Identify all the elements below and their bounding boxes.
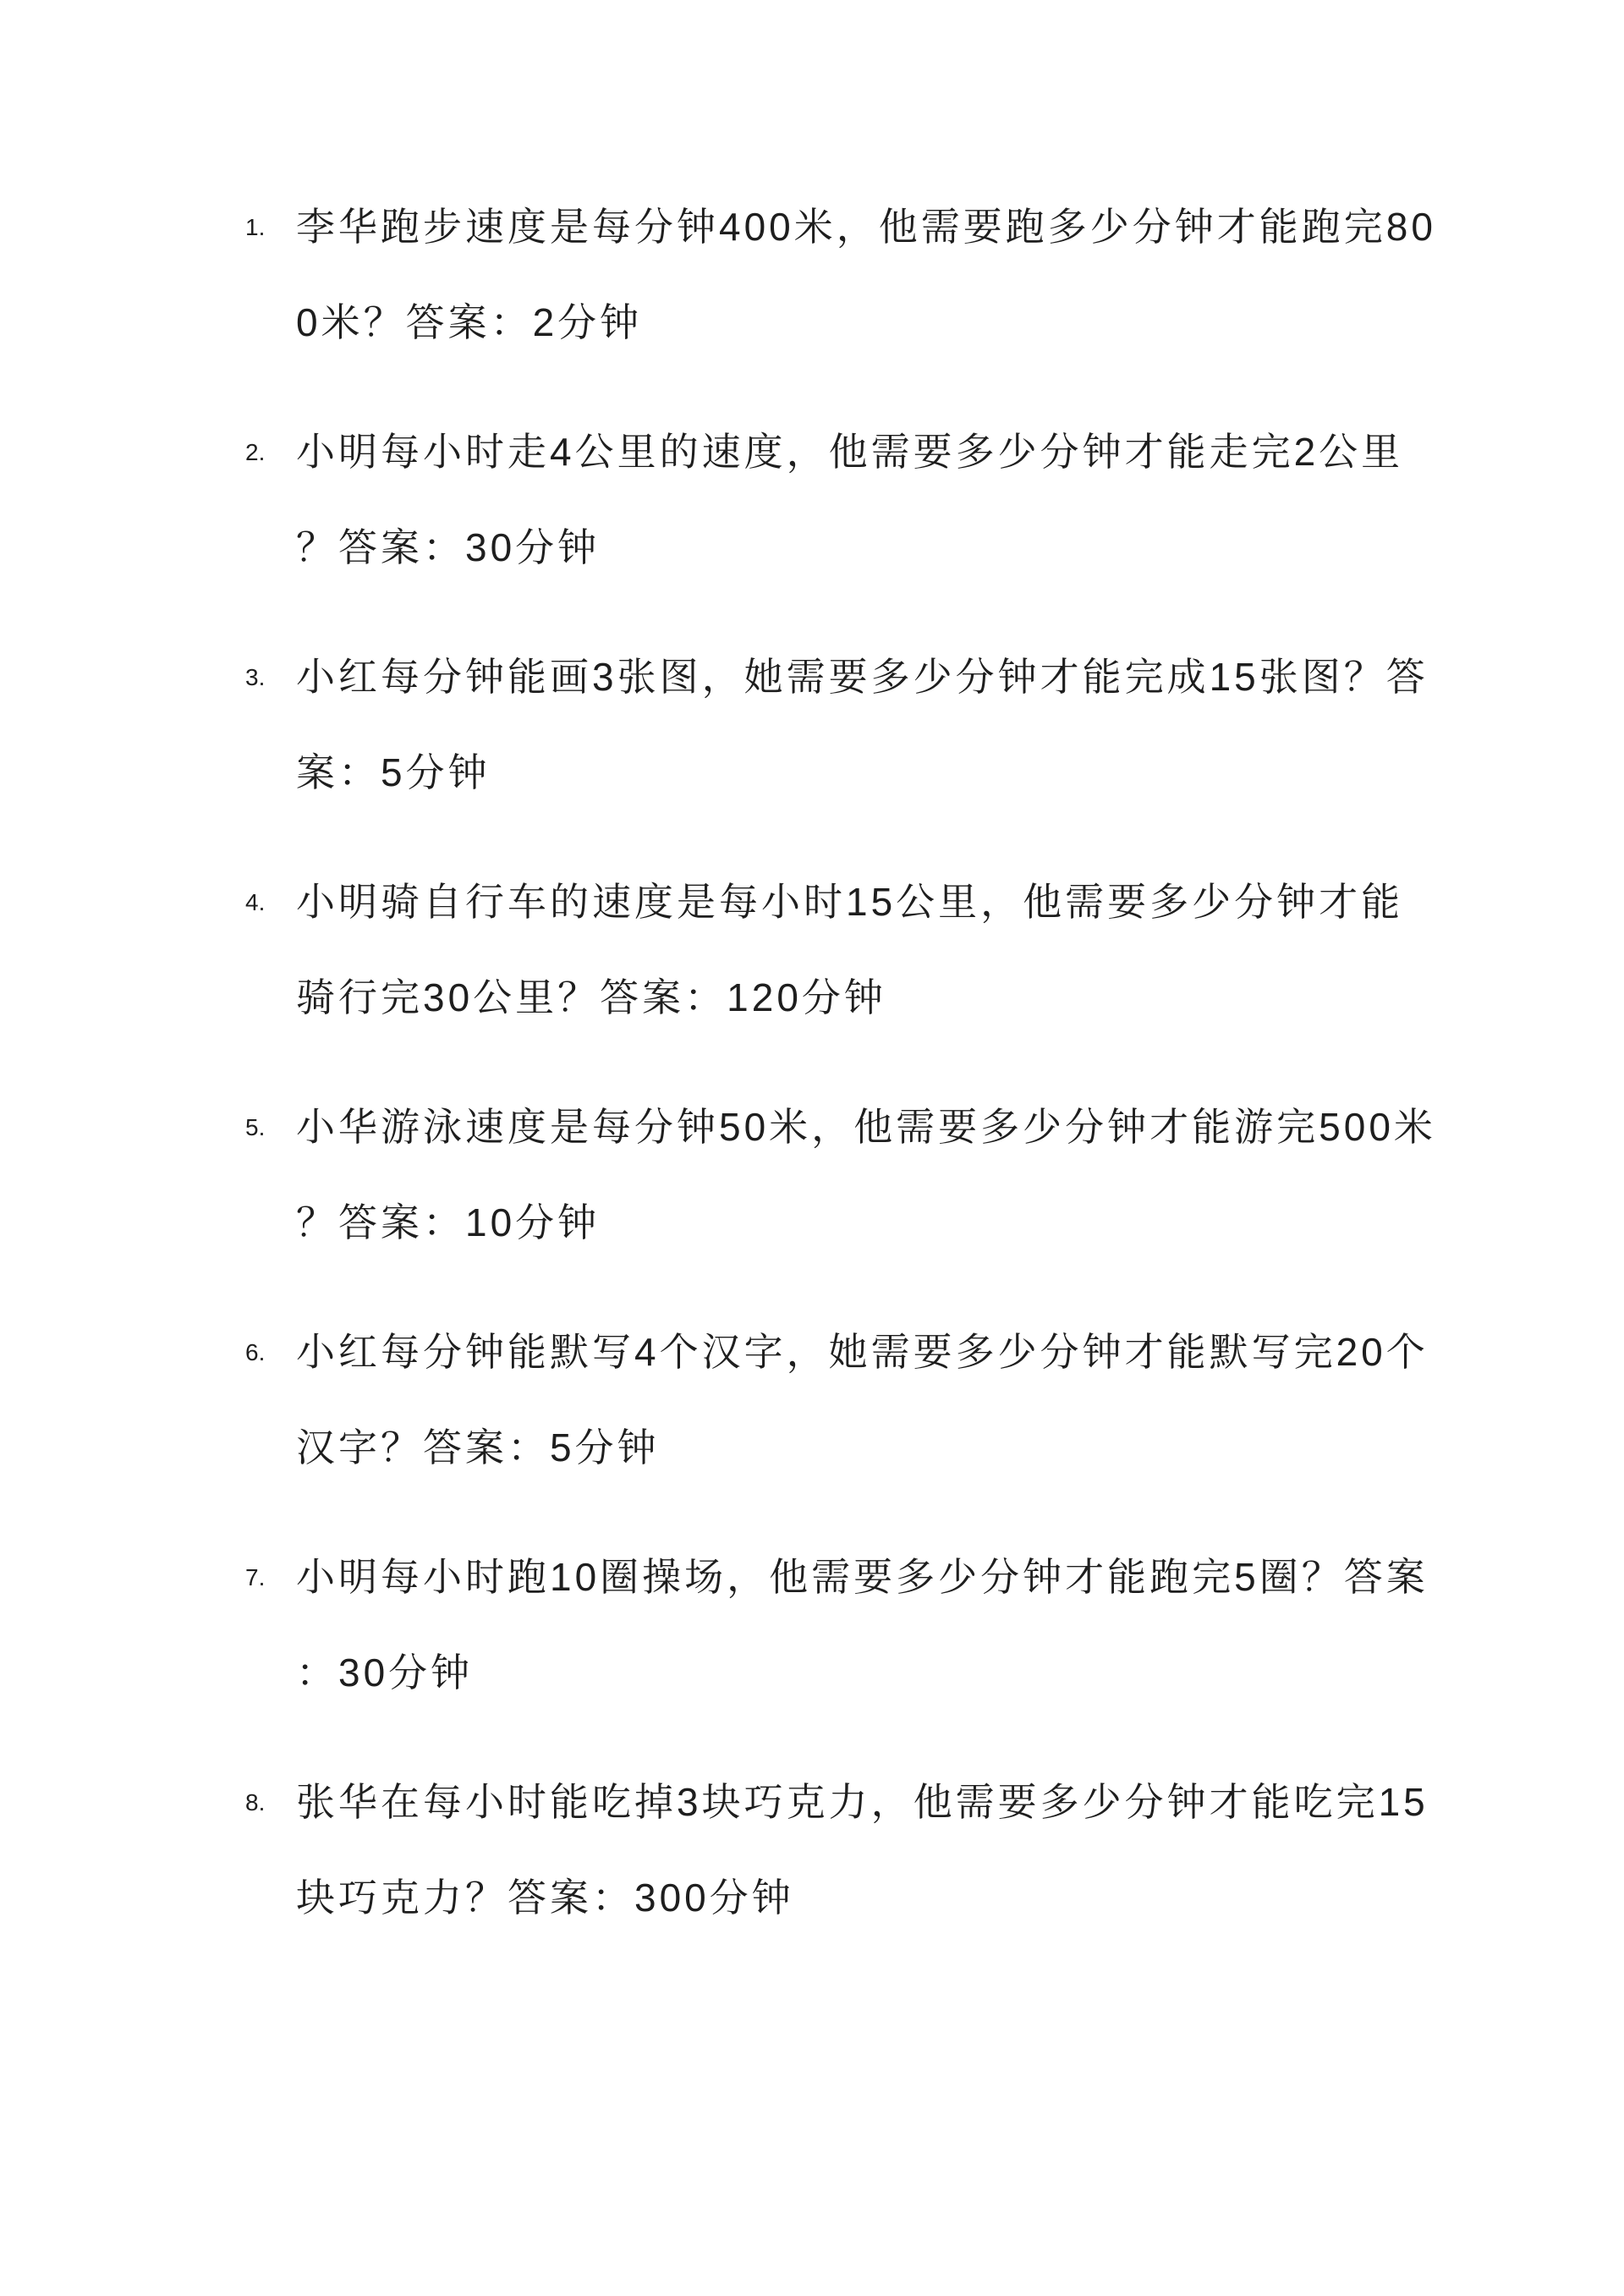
question-line: 李华跑步速度是每分钟400米，他需要跑多少分钟才能跑完80 bbox=[296, 205, 1436, 249]
question-item bbox=[245, 1755, 1522, 1946]
question-number: 5. bbox=[245, 1114, 266, 1140]
question-line: 小明骑自行车的速度是每小时15公里，他需要多少分钟才能 bbox=[296, 880, 1404, 924]
question-line: 汉字？答案：5分钟 bbox=[296, 1425, 660, 1469]
question-number: 4. bbox=[245, 889, 266, 915]
question-line: ？答案：10分钟 bbox=[296, 1200, 601, 1244]
question-item bbox=[245, 1079, 1522, 1271]
question-number: 6. bbox=[245, 1339, 266, 1365]
question-line: 小红每分钟能默写4个汉字，她需要多少分钟才能默写完20个 bbox=[296, 1330, 1429, 1374]
question-item bbox=[245, 629, 1522, 821]
question-line: ：30分钟 bbox=[296, 1651, 474, 1695]
question-line: 骑行完30公里？答案：120分钟 bbox=[296, 975, 886, 1019]
question-number: 8. bbox=[245, 1789, 266, 1815]
question-number: 1. bbox=[245, 214, 266, 240]
question-line: 小明每小时走4公里的速度，他需要多少分钟才能走完2公里 bbox=[296, 430, 1404, 474]
question-line: 块巧克力？答案：300分钟 bbox=[296, 1876, 794, 1920]
question-line: 0米？答案：2分钟 bbox=[296, 300, 643, 344]
question-line: 张华在每小时能吃掉3块巧克力，他需要多少分钟才能吃完15 bbox=[296, 1780, 1429, 1824]
question-line: 小红每分钟能画3张图，她需要多少分钟才能完成15张图？答 bbox=[296, 655, 1429, 699]
question-number: 2. bbox=[245, 439, 266, 465]
question-line: 小华游泳速度是每分钟50米，他需要多少分钟才能游完500米 bbox=[296, 1105, 1436, 1149]
question-item bbox=[245, 854, 1522, 1046]
question-line: 案：5分钟 bbox=[296, 750, 491, 794]
question-item bbox=[245, 1305, 1522, 1496]
question-item bbox=[245, 179, 1522, 371]
question-number: 3. bbox=[245, 664, 266, 690]
question-item bbox=[245, 1530, 1522, 1721]
question-line: ？答案：30分钟 bbox=[296, 525, 601, 569]
question-number: 7. bbox=[245, 1564, 266, 1590]
question-line: 小明每小时跑10圈操场，他需要多少分钟才能跑完5圈？答案 bbox=[296, 1555, 1429, 1599]
question-item bbox=[245, 404, 1522, 596]
